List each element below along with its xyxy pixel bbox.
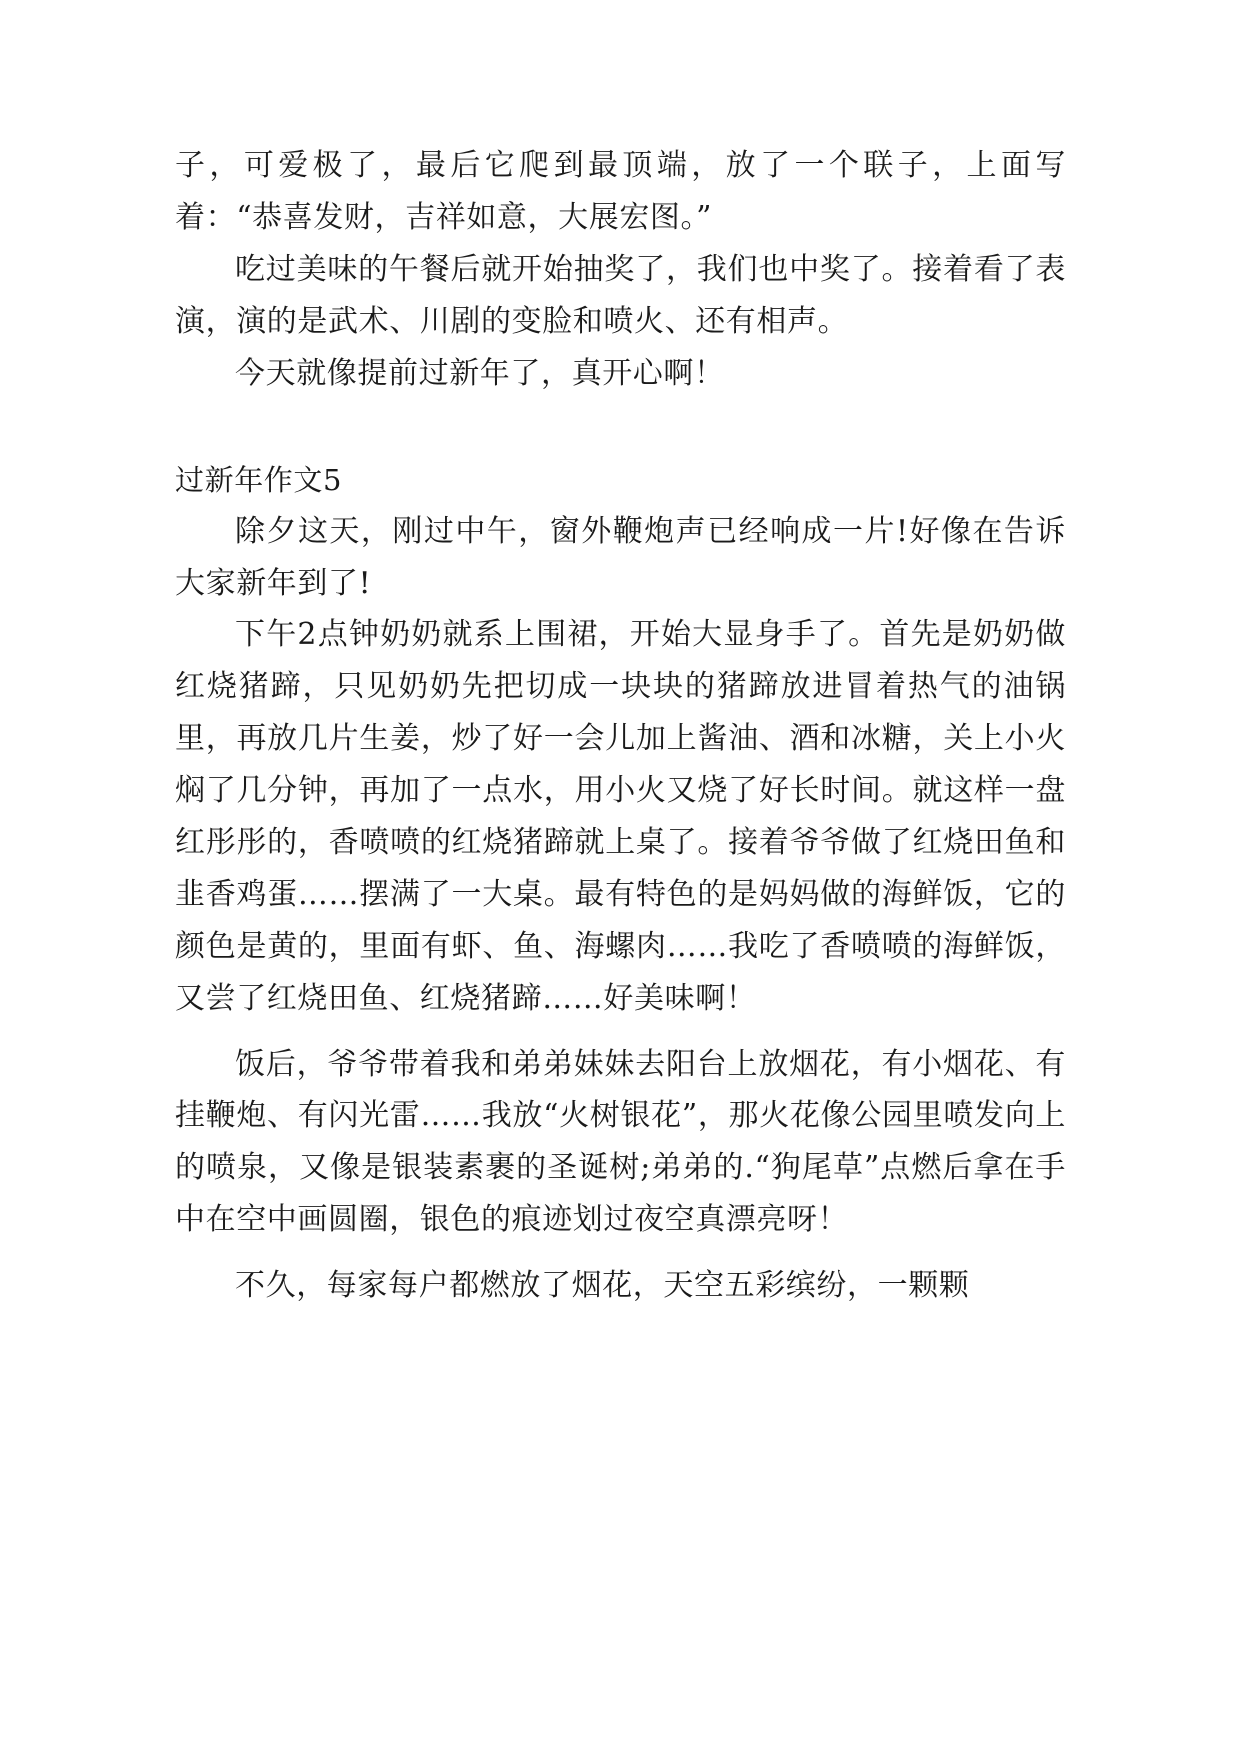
paragraph: 饭后，爷爷带着我和弟弟妹妹去阳台上放烟花，有小烟花、有挂鞭炮、有闪光雷……我放“火树银花”，那火花像公园里喷发向上的喷泉，又像是银装素裹的圣诞树;弟弟的.“狗尾草”点燃后拿在手中在空中画圆圈，银色的痕迹划过夜空真漂亮呀！ <box>175 1046 1066 1238</box>
document-body <box>175 140 1066 1312</box>
paragraph: 今天就像提前过新年了，真开心啊！ <box>235 355 725 391</box>
paragraph: 除夕这天，刚过中午，窗外鞭炮声已经响成一片!好像在告诉大家新年到了! <box>175 513 1066 601</box>
section-spacer <box>175 399 1066 455</box>
paragraph: 不久，每家每户都燃放了烟花，天空五彩缤纷，一颗颗 <box>235 1268 970 1304</box>
paragraph: 下午2点钟奶奶就系上围裙，开始大显身手了。首先是奶奶做红烧猪蹄，只见奶奶先把切成一块块的猪蹄放进冒着热气的油锅里，再放几片生姜，炒了好一会儿加上酱油、酒和冰糖，关上小火焖了几分钟，再加了一点水，用小火又烧了好长时间。就这样一盘红彤彤的，香喷喷的红烧猪蹄就上桌了。接着爷爷做了红烧田鱼和韭香鸡蛋……摆满了一大桌。最有特色的是妈妈做的海鲜饭，它的颜色是黄的，里面有虾、鱼、海螺肉……我吃了香喷喷的海鲜饭，又尝了红烧田鱼、红烧猪蹄……好美味啊！ <box>175 617 1066 1016</box>
paragraph: 子，可爱极了，最后它爬到最顶端，放了一个联子，上面写着：“恭喜发财，吉祥如意，大展宏图。” <box>175 148 1066 235</box>
paragraph-spacer <box>175 1246 1066 1260</box>
section-heading: 过新年作文5 <box>175 463 343 498</box>
paragraph: 吃过美味的午餐后就开始抽奖了，我们也中奖了。接着看了表演，演的是武术、川剧的变脸和喷火、还有相声。 <box>175 251 1066 339</box>
paragraph-spacer <box>175 1025 1066 1039</box>
